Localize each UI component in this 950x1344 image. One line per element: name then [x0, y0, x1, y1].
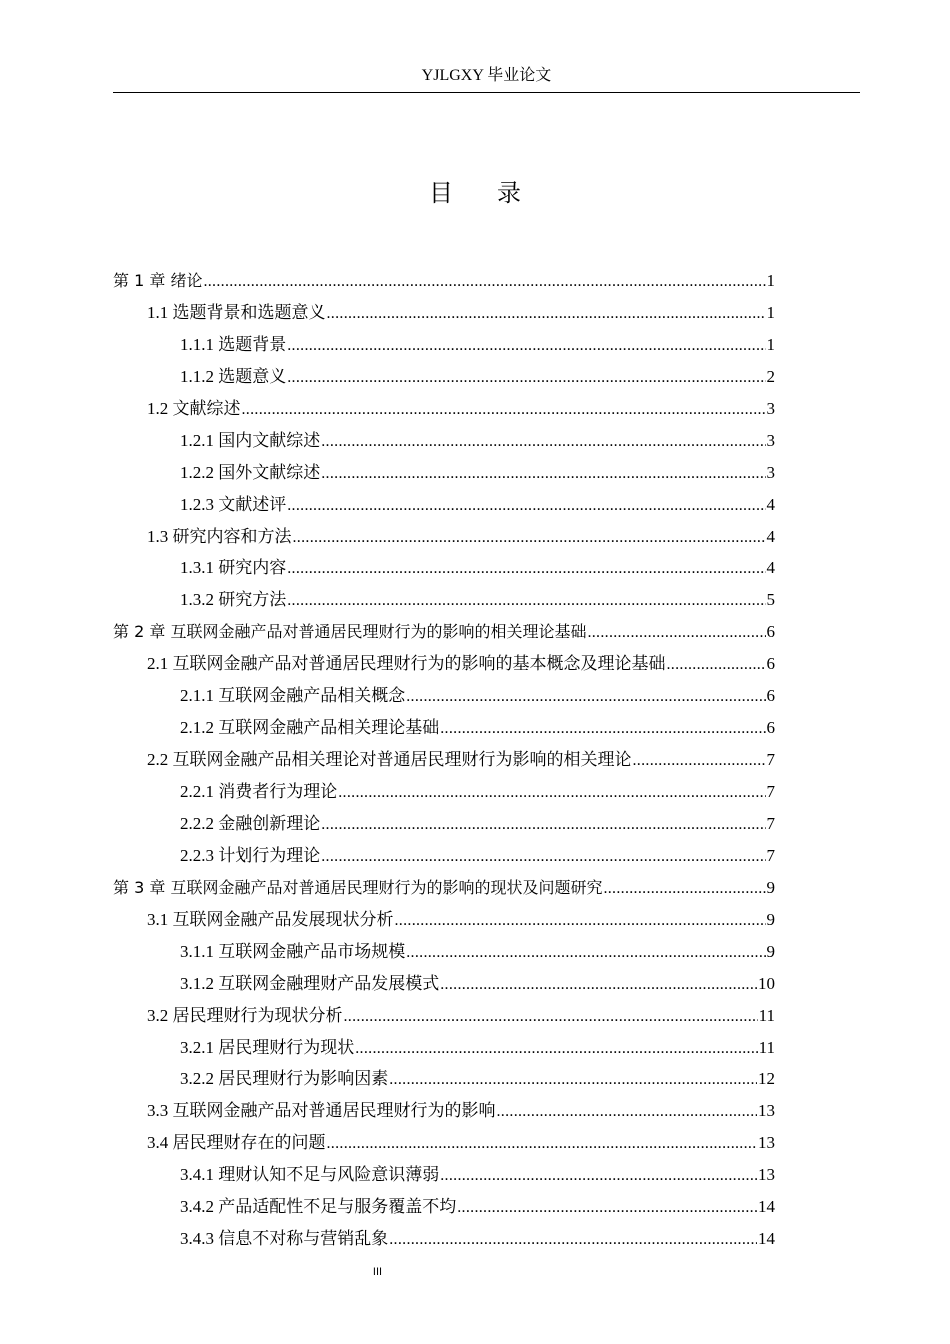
toc-entry[interactable] [113, 552, 775, 584]
toc-entry[interactable] [113, 1159, 775, 1191]
toc-entry[interactable] [113, 265, 775, 297]
toc-entry-title: 3.4.2 产品适配性不足与服务覆盖不均 [180, 1197, 457, 1217]
toc-entry[interactable] [113, 425, 775, 457]
toc-leader-dots [603, 873, 765, 905]
toc-entry-page: 12 [758, 1069, 775, 1089]
toc-entry[interactable] [113, 329, 775, 361]
toc-entry-page: 13 [758, 1101, 775, 1121]
page-number: III [372, 1266, 383, 1278]
toc-entry-title: 2.2.1 消费者行为理论 [180, 782, 338, 801]
toc-leader-dots [321, 458, 765, 490]
toc-entry-title: 3.4.1 理财认知不足与风险意识薄弱 [180, 1165, 440, 1185]
toc-entry-page: 9 [766, 877, 775, 897]
toc-entry[interactable] [113, 1095, 775, 1127]
toc-entry-page: 6 [766, 654, 775, 674]
toc-entry-page: 1 [766, 271, 775, 290]
toc-entry-title: 2.2.3 计划行为理论 [180, 845, 321, 865]
toc-entry-page: 7 [766, 782, 775, 801]
toc-entry-title: 1.1.2 选题意义 [180, 366, 287, 386]
toc-entry-page: 10 [758, 973, 775, 993]
toc-entry-page: 4 [766, 526, 775, 546]
toc-entry-title: 3.1.1 互联网金融产品市场规模 [180, 941, 406, 961]
toc-entry[interactable] [113, 872, 775, 904]
toc-leader-dots [321, 841, 765, 873]
toc-leader-dots [389, 1224, 757, 1256]
toc-entry-page: 13 [758, 1165, 775, 1185]
toc-entry-page: 3 [766, 462, 775, 482]
toc-entry[interactable] [113, 648, 775, 680]
toc-leader-dots [327, 1128, 758, 1160]
toc-entry-page: 14 [758, 1197, 775, 1217]
toc-entry-page: 5 [766, 590, 775, 610]
toc-entry-title: 3.1 互联网金融产品发展现状分析 [147, 909, 394, 929]
toc-entry-title: 2.1.1 互联网金融产品相关概念 [180, 686, 406, 706]
toc-entry-page: 14 [758, 1229, 775, 1249]
toc-leader-dots [633, 745, 766, 777]
toc-entry[interactable] [113, 616, 775, 648]
toc-leader-dots [203, 266, 765, 298]
toc-leader-dots [321, 809, 765, 841]
toc-entry[interactable] [113, 1063, 775, 1095]
toc-leader-dots [395, 905, 766, 937]
toc-entry-page: 13 [758, 1133, 775, 1153]
toc-entry-title: 1.3.1 研究内容 [180, 558, 287, 578]
toc-leader-dots [406, 937, 765, 969]
toc-leader-dots [293, 522, 766, 554]
toc-entry-title: 2.2.2 金融创新理论 [180, 813, 321, 833]
toc-leader-dots [355, 1033, 757, 1065]
toc-entry-title: 3.2.2 居民理财行为影响因素 [180, 1069, 389, 1089]
toc-leader-dots [321, 426, 765, 458]
toc-entry[interactable] [113, 1127, 775, 1159]
toc-entry[interactable] [113, 712, 775, 744]
toc-entry[interactable] [113, 1191, 775, 1223]
toc-entry-title: 1.2.2 国外文献综述 [180, 462, 321, 482]
toc-leader-dots [287, 330, 765, 362]
toc-entry-page: 7 [766, 813, 775, 833]
toc-entry-page: 11 [758, 1037, 775, 1057]
header-text: YJLGXY 毕业论文 [421, 67, 552, 84]
toc-leader-dots [440, 969, 757, 1001]
toc-entry-title: 1.2 文献综述 [147, 398, 241, 418]
toc-leader-dots [440, 713, 765, 745]
toc-entry-page: 3 [766, 398, 775, 418]
toc-entry[interactable] [113, 584, 775, 616]
toc-entry-page: 1 [766, 334, 775, 354]
toc-entry[interactable] [113, 840, 775, 872]
toc-leader-dots [667, 649, 766, 681]
table-of-contents [113, 265, 775, 1255]
toc-leader-dots [242, 394, 766, 426]
toc-entry-page: 9 [766, 909, 775, 929]
toc-leader-dots [457, 1192, 757, 1224]
toc-leader-dots [406, 681, 765, 713]
page-header [113, 66, 860, 93]
toc-entry-title: 3.4.3 信息不对称与营销乱象 [180, 1229, 389, 1249]
toc-leader-dots [287, 362, 765, 394]
toc-entry-title: 1.3.2 研究方法 [180, 590, 287, 610]
toc-entry-page: 9 [766, 941, 775, 961]
toc-entry-page: 7 [766, 750, 775, 770]
toc-entry[interactable] [113, 489, 775, 521]
toc-entry-title: 第 3 章 互联网金融产品对普通居民理财行为的影响的现状及问题研究 [113, 877, 603, 897]
toc-entry-page: 11 [758, 1005, 775, 1025]
toc-entry-page: 6 [766, 686, 775, 706]
toc-entry-title: 2.2 互联网金融产品相关理论对普通居民理财行为影响的相关理论 [147, 750, 632, 770]
toc-entry-title: 1.2.3 文献述评 [180, 494, 287, 514]
toc-entry[interactable] [113, 808, 775, 840]
toc-entry-title: 3.2 居民理财行为现状分析 [147, 1005, 343, 1025]
toc-entry-page: 3 [766, 430, 775, 450]
toc-entry[interactable] [113, 936, 775, 968]
toc-entry-title: 1.3 研究内容和方法 [147, 526, 292, 546]
toc-entry-title: 1.2.1 国内文献综述 [180, 430, 321, 450]
toc-entry-page: 4 [766, 494, 775, 514]
toc-leader-dots [440, 1160, 757, 1192]
toc-entry[interactable] [113, 457, 775, 489]
toc-entry-page: 6 [766, 718, 775, 738]
toc-entry[interactable] [113, 680, 775, 712]
toc-entry[interactable] [113, 1032, 775, 1064]
toc-entry[interactable] [113, 776, 775, 808]
toc-entry-title: 2.1 互联网金融产品对普通居民理财行为的影响的基本概念及理论基础 [147, 654, 666, 674]
toc-leader-dots [338, 777, 765, 809]
toc-leader-dots [287, 553, 765, 585]
toc-entry-page: 2 [766, 366, 775, 386]
toc-entry[interactable] [113, 1000, 775, 1032]
toc-entry-page: 1 [766, 302, 775, 322]
toc-entry[interactable] [113, 904, 775, 936]
toc-entry-title: 3.4 居民理财存在的问题 [147, 1133, 326, 1153]
toc-entry-title: 第 2 章 互联网金融产品对普通居民理财行为的影响的相关理论基础 [113, 622, 587, 642]
toc-entry-title: 第 1 章 绪论 [113, 271, 203, 290]
toc-leader-dots [344, 1001, 758, 1033]
toc-entry-title: 3.2.1 居民理财行为现状 [180, 1037, 355, 1057]
toc-entry[interactable] [113, 521, 775, 553]
toc-entry[interactable] [113, 297, 775, 329]
toc-entry[interactable] [113, 968, 775, 1000]
toc-leader-dots [497, 1096, 758, 1128]
toc-entry-title: 3.1.2 互联网金融理财产品发展模式 [180, 973, 440, 993]
toc-entry[interactable] [113, 744, 775, 776]
page-title: 目录 [429, 179, 565, 207]
toc-entry-title: 2.1.2 互联网金融产品相关理论基础 [180, 718, 440, 738]
toc-entry[interactable] [113, 361, 775, 393]
toc-entry-title: 1.1.1 选题背景 [180, 334, 287, 354]
toc-entry-page: 4 [766, 558, 775, 578]
toc-leader-dots [389, 1064, 757, 1096]
toc-leader-dots [287, 490, 765, 522]
toc-leader-dots [327, 298, 766, 330]
toc-entry-page: 7 [766, 845, 775, 865]
toc-entry[interactable] [113, 1223, 775, 1255]
toc-leader-dots [287, 585, 765, 617]
toc-entry-title: 3.3 互联网金融产品对普通居民理财行为的影响 [147, 1101, 496, 1121]
toc-entry-title: 1.1 选题背景和选题意义 [147, 302, 326, 322]
toc-entry[interactable] [113, 393, 775, 425]
toc-leader-dots [587, 617, 765, 649]
toc-entry-page: 6 [766, 622, 775, 642]
